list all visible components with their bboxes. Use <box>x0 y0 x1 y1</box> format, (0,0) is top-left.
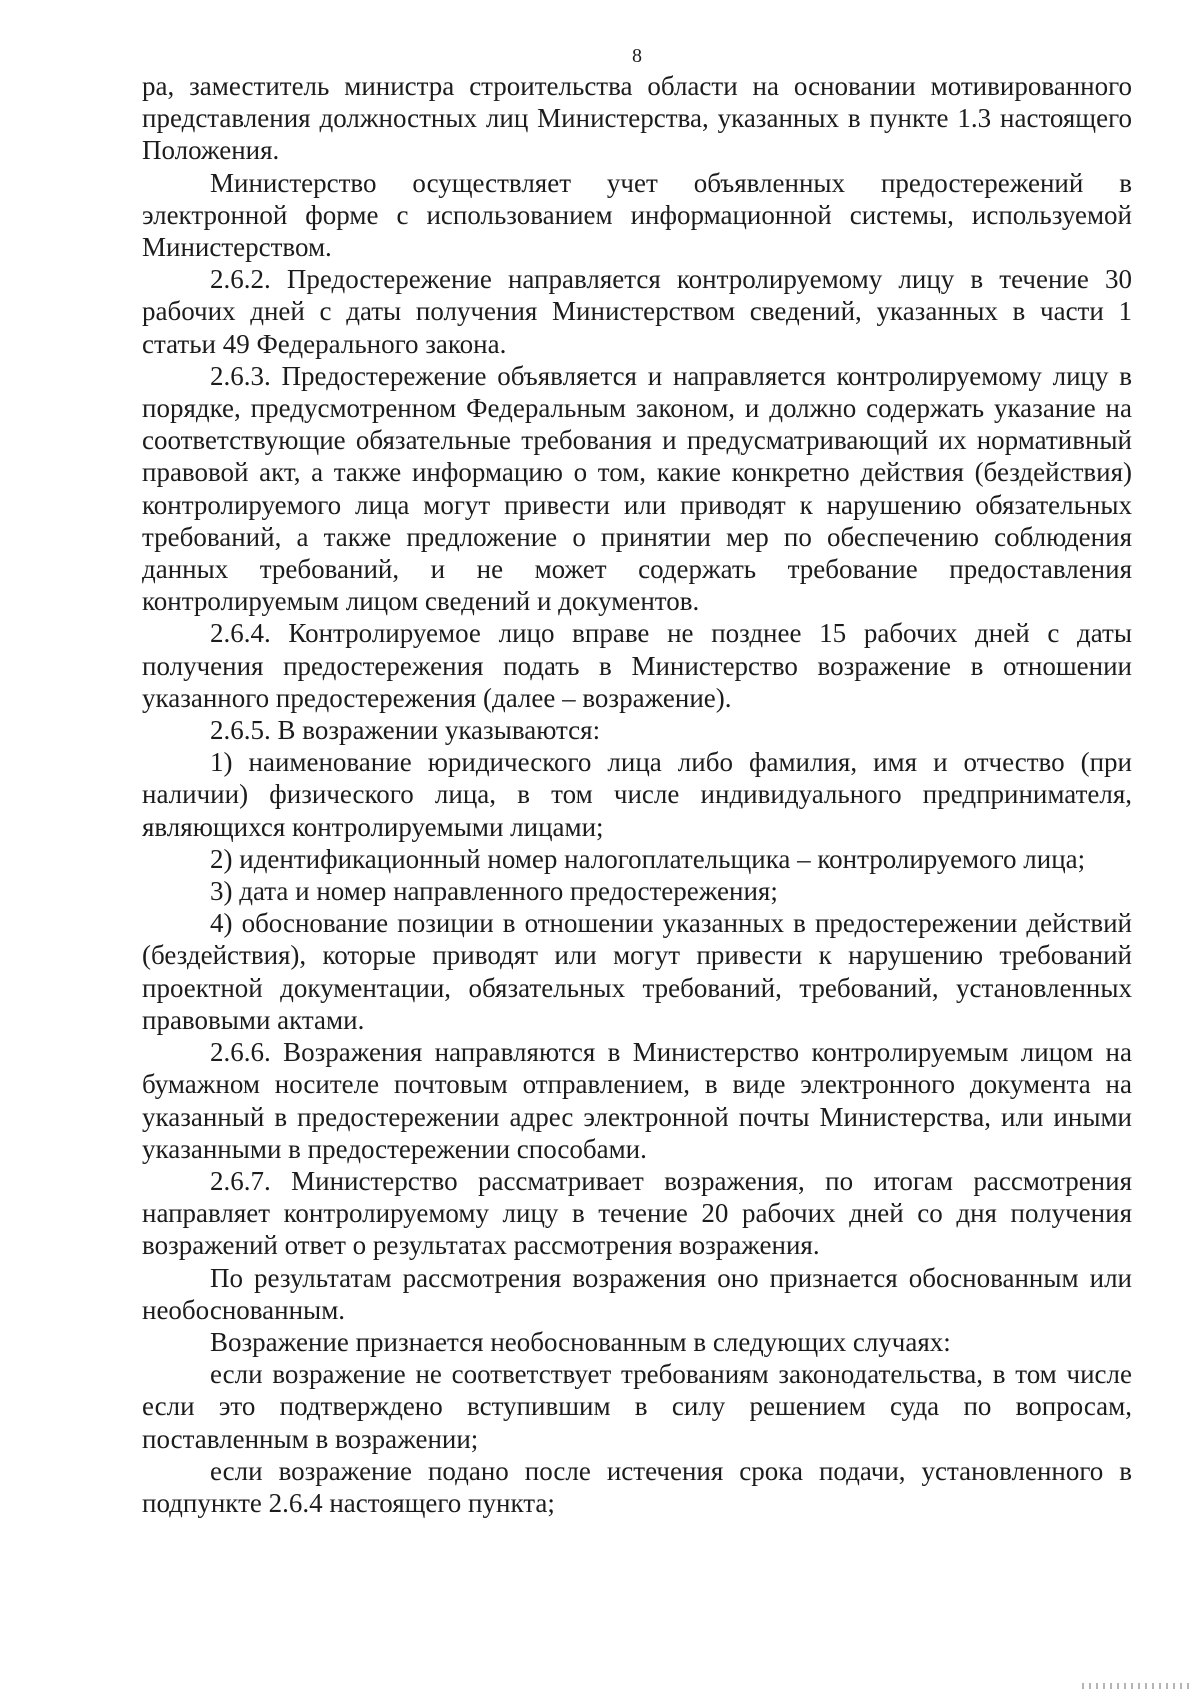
paragraph-case-late-filing: если возражение подано после истечения срока подачи, установленного в подпункте 2.6.4 настоящего пункта; <box>142 1455 1132 1518</box>
list-item-1: 1) наименование юридического лица либо фамилия, имя и отчество (при наличии) физического лица, в том числе индивидуального предпринимателя, являющихся контролируемыми лицами; <box>142 747 1132 842</box>
scan-artifact <box>1082 1683 1192 1689</box>
paragraph-2-6-4: 2.6.4. Контролируемое лицо вправе не позднее 15 рабочих дней с даты получения предостережения подать в Министерство возражение в отношении указанного предостережения (далее – возражение). <box>142 618 1132 713</box>
document-page <box>142 44 1132 1519</box>
paragraph-continuation: ра, заместитель министра строительства области на основании мотивированного представления должностных лиц Министерства, указанных в пункте 1.3 настоящего Положения. <box>142 71 1132 166</box>
paragraph-case-law-violation: если возражение не соответствует требованиям законодательства, в том числе если это подтверждено вступившим в силу решением суда по вопросам, поставленным в возражении; <box>142 1359 1132 1454</box>
paragraph-2-6-5: 2.6.5. В возражении указываются: <box>210 715 601 746</box>
paragraph-2-6-3: 2.6.3. Предостережение объявляется и направляется контролируемому лицу в порядке, предусмотренном Федеральным законом, и должно содержать указание на соответствующие обязательные требования и предусматривающий их нормативный правовой акт, а также информацию о том, какие конкретно действия (бездействия) контролируемого лица могут привести или приводят к нарушению обязательных требований, а также предложение о принятии мер по обеспечению соблюдения данных требований, и не может содержать требование предоставления контролируемым лицом сведений и документов. <box>142 360 1132 617</box>
paragraph-review-results: По результатам рассмотрения возражения оно признается обоснованным или необоснованным. <box>142 1262 1132 1325</box>
paragraph-2-6-7: 2.6.7. Министерство рассматривает возражения, по итогам рассмотрения направляет контролируемому лицу в течение 20 рабочих дней со дня получения возражений ответ о результатах рассмотрения возражения. <box>142 1165 1132 1261</box>
paragraph-registry-of-warnings: Министерство осуществляет учет объявленных предостережений в электронной форме с использованием информационной системы, используемой Министерством. <box>142 167 1132 263</box>
list-item-3: 3) дата и номер направленного предостережения; <box>210 876 778 907</box>
list-item-4: 4) обоснование позиции в отношении указанных в предостережении действий (бездействия), которые приводят или могут привести к нарушению требований проектной документации, обязательных требований, требований, установленных правовыми актами. <box>142 908 1132 1035</box>
list-item-2: 2) идентификационный номер налогоплательщика – контролируемого лица; <box>210 843 1086 874</box>
paragraph-2-6-6: 2.6.6. Возражения направляются в Министерство контролируемым лицом на бумажном носителе почтовым отправлением, в виде электронного документа на указанный в предостережении адрес электронной почты Министерства, или иными указанными в предостережении способами. <box>142 1037 1132 1164</box>
paragraph-2-6-2: 2.6.2. Предостережение направляется контролируемому лицу в течение 30 рабочих дней с даты получения Министерством сведений, указанных в части 1 статьи 49 Федерального закона. <box>142 264 1132 359</box>
page-number: 8 <box>632 45 642 67</box>
paragraph-unfounded-cases: Возражение признается необоснованным в следующих случаях: <box>210 1326 951 1357</box>
